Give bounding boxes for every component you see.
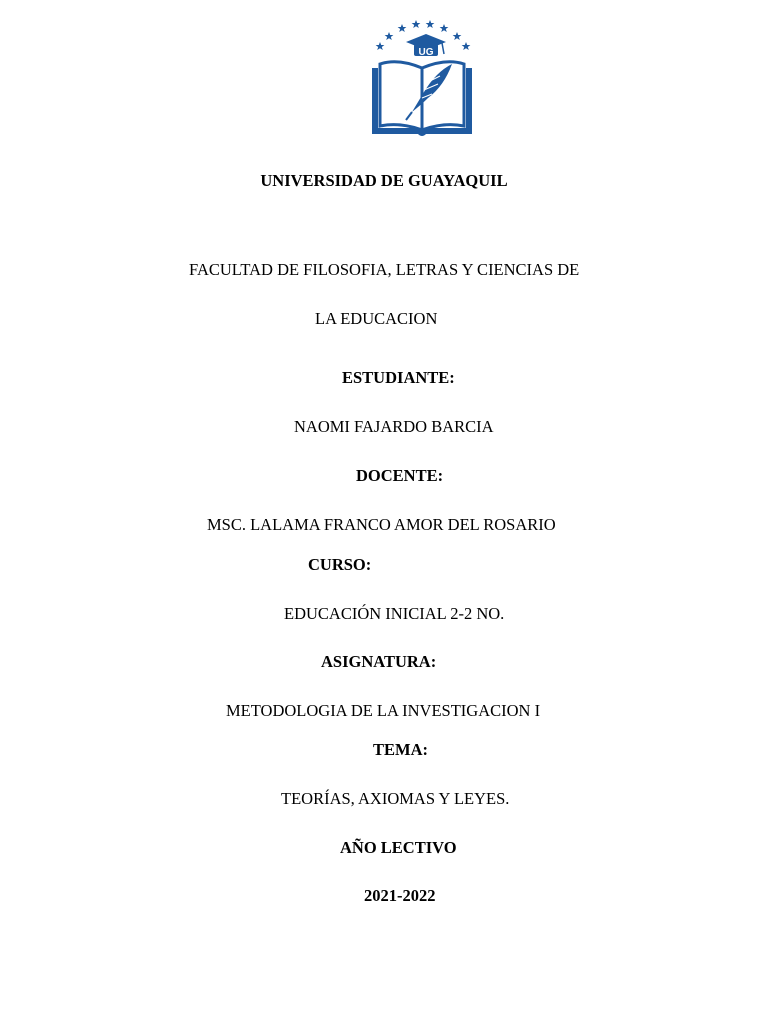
subject-value: METODOLOGIA DE LA INVESTIGACION I (226, 701, 541, 720)
graduation-cap-icon (406, 34, 446, 58)
university-logo-icon (366, 12, 478, 140)
student-label: ESTUDIANTE: (342, 368, 455, 387)
logo-monogram: UG (418, 47, 434, 58)
course-label: CURSO: (308, 555, 372, 574)
year-label: AÑO LECTIVO (340, 838, 457, 857)
teacher-label: DOCENTE: (356, 466, 444, 485)
faculty-line-1: FACULTAD DE FILOSOFIA, LETRAS Y CIENCIAS DE (189, 260, 580, 279)
topic-label: TEMA: (373, 740, 428, 759)
teacher-name: MSC. LALAMA FRANCO AMOR DEL ROSARIO (207, 515, 556, 534)
university-name: UNIVERSIDAD DE GUAYAQUIL (260, 171, 508, 190)
topic-value: TEORÍAS, AXIOMAS Y LEYES. (281, 789, 510, 808)
faculty-line-2: LA EDUCACION (315, 309, 438, 328)
year-value: 2021-2022 (364, 886, 436, 905)
subject-label: ASIGNATURA: (321, 652, 437, 671)
course-value: EDUCACIÓN INICIAL 2-2 NO. (284, 604, 505, 623)
student-name: NAOMI FAJARDO BARCIA (294, 417, 494, 436)
